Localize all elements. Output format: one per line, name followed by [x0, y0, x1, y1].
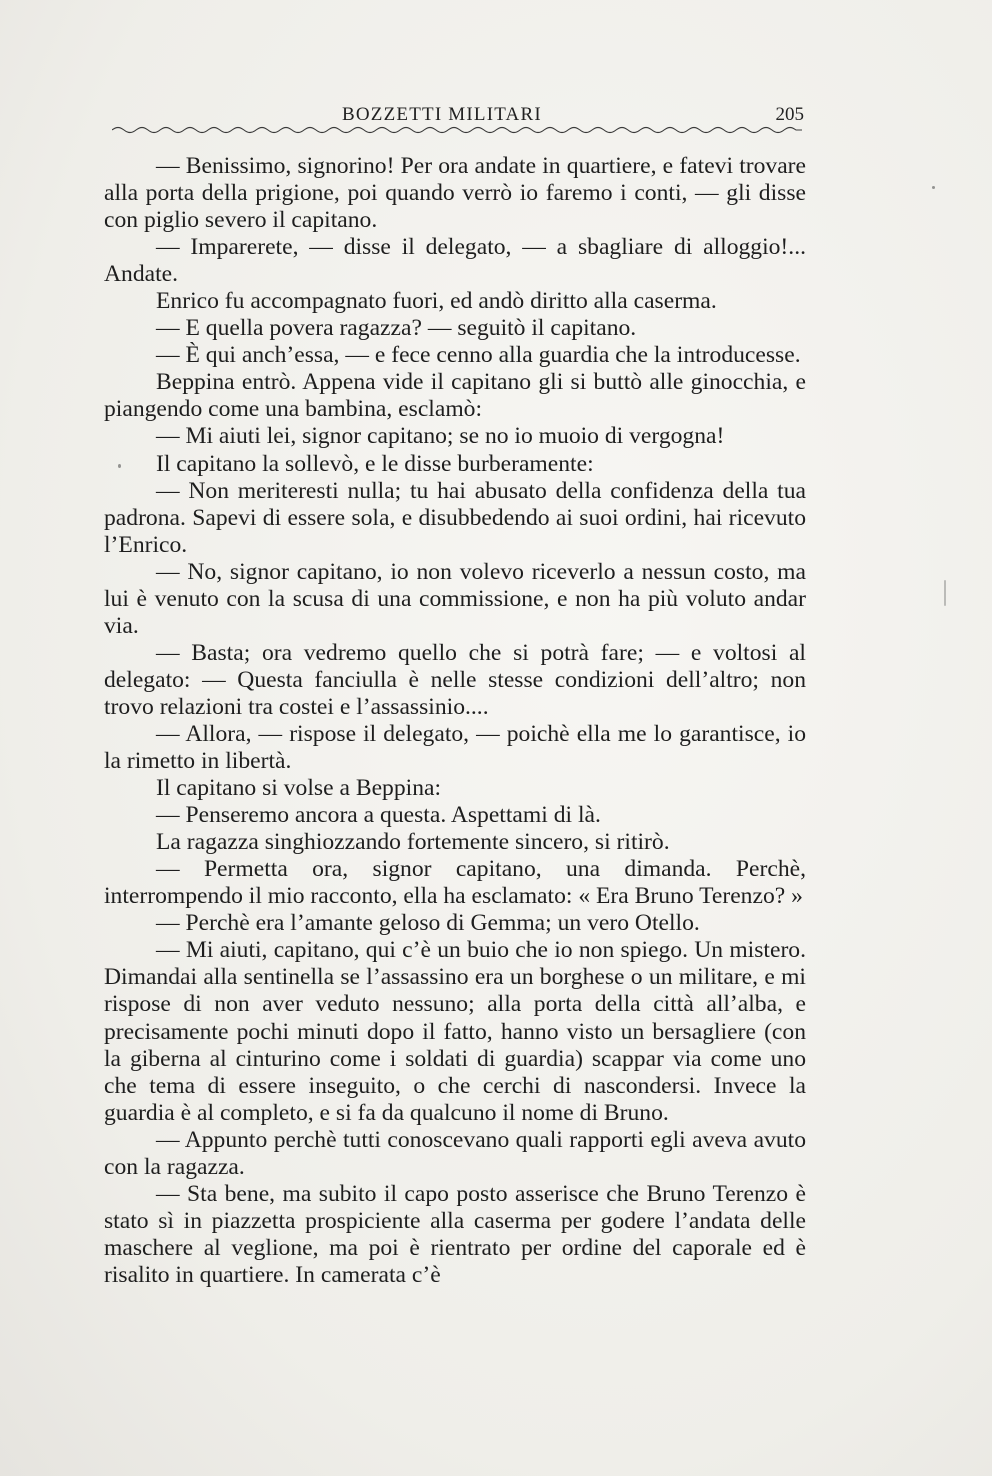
paragraph-2: — Imparerete, — disse il delegato, — a sbagliare di alloggio!... Andate. [104, 234, 806, 288]
paragraph-20: — Sta bene, ma subito il capo posto asserisce che Bruno Terenzo è stato sì in piazzetta prospiciente alla caserma per godere l’andata delle maschere al veglione, ma poi è rientrato per ordine del caporale ed è risalito in quartiere. In camerata c’è [104, 1180, 806, 1288]
paragraph-3: Enrico fu accompagnato fuori, ed andò diritto alla caserma. [156, 288, 717, 315]
paragraph-1: — Benissimo, signorino! Per ora andate in quartiere, e fatevi trovare alla porta della prigione, poi quando verrò io faremo i conti, — gli disse con piglio severo il capitano. [104, 153, 806, 234]
paragraph-5: — È qui anch’essa, — e fece cenno alla guardia che la introducesse. [156, 342, 801, 369]
paragraph-15: La ragazza singhiozzando fortemente sincero, si ritirò. [156, 829, 670, 856]
paragraph-18: — Mi aiuti, capitano, qui c’è un buio che io non spiego. Un mistero. Dimandai alla sentinella se l’assassino era un borghese o un militare, e mi rispose di non aver veduto nessuno; alla porta della città all’alba, e precisamente pochi minuti dopo il fatto, hanno visto un bersagliere (con la giberna al cinturino come i soldati di guardia) scappar via come uno che tema di essere inseguito, o che cerchi di nascondersi. Invece la guardia è al completo, e si fa da qualcuno il nome di Bruno. [104, 937, 806, 1126]
ink-speck [932, 186, 935, 189]
ink-speck [944, 580, 946, 606]
paragraph-17: — Perchè era l’amante geloso di Gemma; un vero Otello. [156, 910, 700, 937]
paragraph-16: — Permetta ora, signor capitano, una dimanda. Perchè, interrompendo il mio racconto, ella ha esclamato: « Era Bruno Terenzo? » [104, 856, 806, 910]
paragraph-14: — Penseremo ancora a questa. Aspettami di là. [156, 802, 601, 829]
paragraph-19: — Appunto perchè tutti conoscevano quali rapporti egli aveva avuto con la ragazza. [104, 1126, 806, 1180]
paragraph-4: — E quella povera ragazza? — seguitò il capitano. [156, 315, 637, 342]
paragraph-11: — Basta; ora vedremo quello che si potrà fare; — e voltosi al delegato: — Questa fanciulla è nelle stesse condizioni dell’altro; non trovo relazioni tra costei e l’assassinio.... [104, 639, 806, 720]
paragraph-12: — Allora, — rispose il delegato, — poichè ella me lo garantisce, io la rimetto in libertà. [104, 720, 806, 775]
paragraph-9: — Non meriteresti nulla; tu hai abusato della confidenza della tua padrona. Sapevi di essere sola, e disubbedendo ai suoi ordini, hai ricevuto l’Enrico. [104, 477, 806, 558]
page-number: 205 [775, 104, 804, 125]
paragraph-10: — No, signor capitano, io non volevo riceverlo a nessun costo, ma lui è venuto con la scusa di una commissione, e non ha più voluto andar via. [104, 558, 806, 639]
decorative-wavy-rule [112, 124, 802, 134]
paragraph-6: Beppina entrò. Appena vide il capitano gli si buttò alle ginocchia, e piangendo come una bambina, esclamò: [104, 369, 806, 423]
paragraph-13: Il capitano si volse a Beppina: [156, 775, 442, 802]
paragraph-8: Il capitano la sollevò, e le disse burberamente: [156, 450, 594, 477]
ink-speck [118, 464, 121, 468]
running-title: BOZZETTI MILITARI [342, 104, 542, 125]
body-text [104, 153, 806, 1289]
paragraph-7: — Mi aiuti lei, signor capitano; se no io muoio di vergogna! [156, 423, 725, 450]
